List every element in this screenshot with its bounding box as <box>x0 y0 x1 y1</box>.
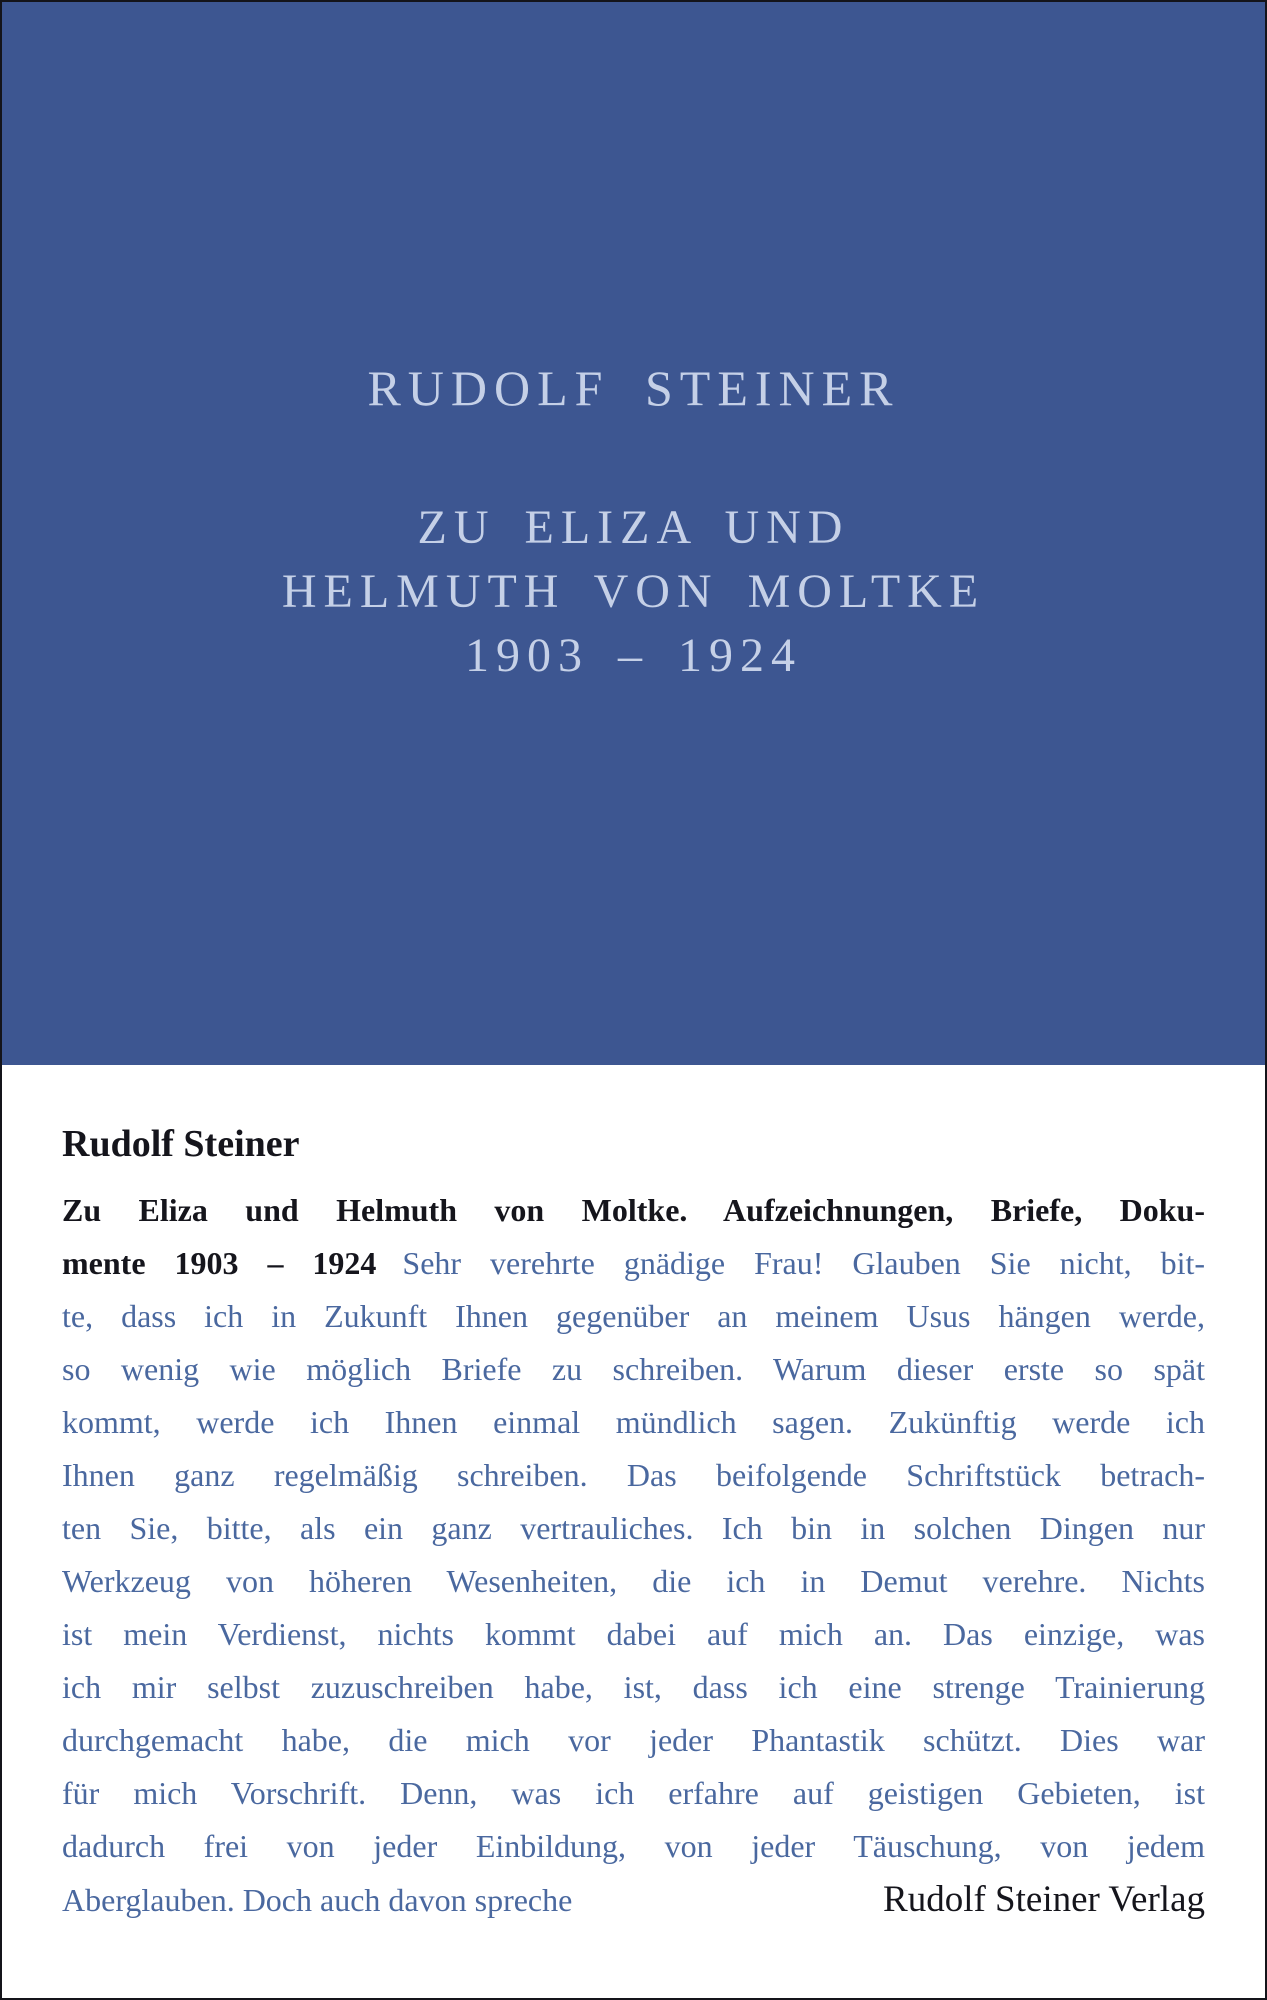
letter-closing-fragment: Aberglauben. Doch auch davon spreche <box>62 1882 573 1918</box>
letter-line: dadurch frei von jeder Einbildung, von jeder Täuschung, von jedem <box>62 1828 1205 1864</box>
info-title-years: mente 1903 – 1924 <box>62 1245 377 1281</box>
blue-cover-panel <box>2 2 1265 1065</box>
cover-title-line-2: HELMUTH VON MOLTKE <box>281 565 986 618</box>
info-title-line-2-and-letter-start <box>62 1237 1205 1290</box>
letter-line: Werkzeug von höheren Wesenheiten, die ich in Demut verehre. Nichts <box>62 1563 1205 1599</box>
info-text-block <box>62 1118 1205 1926</box>
letter-line: kommt, werde ich Ihnen einmal mündlich sagen. Zukünftig werde ich <box>62 1404 1205 1440</box>
letter-line: ist mein Verdienst, nichts kommt dabei auf mich an. Das einzige, was <box>62 1616 1205 1652</box>
cover-author-name: RUDOLF STEINER <box>367 360 900 416</box>
publisher-imprint: Rudolf Steiner Verlag <box>883 1879 1205 1920</box>
letter-last-line-row <box>62 1873 1205 1926</box>
letter-line: für mich Vorschrift. Denn, was ich erfahre auf geistigen Gebieten, ist <box>62 1775 1205 1811</box>
letter-line: Ihnen ganz regelmäßig schreiben. Das beifolgende Schriftstück betrach- <box>62 1457 1205 1493</box>
info-author-name: Rudolf Steiner <box>62 1123 300 1165</box>
cover-title <box>2 496 1265 688</box>
letter-line: te, dass ich in Zukunft Ihnen gegenüber an meinem Usus hängen werde, <box>62 1298 1205 1334</box>
cover-title-line-1: ZU ELIZA UND <box>417 501 850 554</box>
letter-line: ten Sie, bitte, als ein ganz vertrauliches. Ich bin in solchen Dingen nur <box>62 1510 1205 1546</box>
letter-line: ich mir selbst zuzuschreiben habe, ist, dass ich eine strenge Trainierung <box>62 1669 1205 1705</box>
letter-line: durchgemacht habe, die mich vor jeder Phantastik schützt. Dies war <box>62 1722 1205 1758</box>
letter-opening: Sehr verehrte gnädige Frau! Glauben Sie nicht, bit- <box>402 1245 1205 1281</box>
info-title-line-1: Zu Eliza und Helmuth von Moltke. Aufzeichnungen, Briefe, Doku- <box>62 1192 1205 1228</box>
letter-line: so wenig wie möglich Briefe zu schreiben. Warum dieser erste so spät <box>62 1351 1205 1387</box>
cover-title-years: 1903 – 1924 <box>465 629 802 682</box>
